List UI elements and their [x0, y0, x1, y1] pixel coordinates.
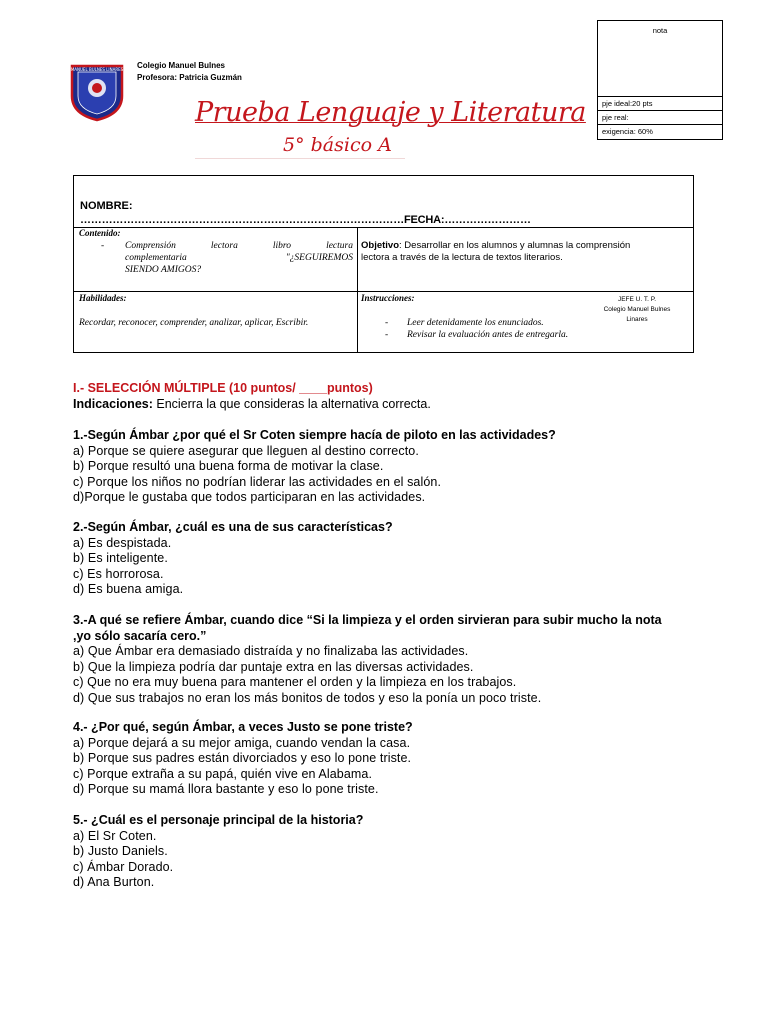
- option-a[interactable]: a) El Sr Coten.: [73, 828, 157, 843]
- question-3: [73, 613, 673, 706]
- question-text: 4.- ¿Por qué, según Ámbar, a veces Justo se pone triste?: [73, 720, 413, 734]
- jefe-line-2: Colegio Manuel Bulnes: [603, 306, 671, 313]
- table-divider: [357, 227, 358, 353]
- contenido-text-2: complementaria "¿SEGUIREMOS: [125, 253, 353, 263]
- question-text: 3.-A qué se refiere Ámbar, cuando dice “Si la limpieza y el orden sirvieran para subir mucho la nota ,yo sólo sacaría cero.”: [73, 613, 662, 643]
- question-5: [73, 813, 363, 891]
- score-nota-label: nota: [652, 26, 668, 35]
- contenido-text-3: SIENDO AMIGOS?: [125, 265, 202, 275]
- question-text: 5.- ¿Cuál es el personaje principal de la historia?: [73, 813, 364, 827]
- option-c[interactable]: c) Es horrorosa.: [73, 566, 164, 581]
- question-1: [73, 428, 556, 506]
- jefe-utp-stamp: [582, 295, 692, 325]
- question-4: [73, 720, 413, 798]
- score-box: [597, 20, 723, 140]
- option-a[interactable]: a) Que Ámbar era demasiado distraída y no finalizaba las actividades.: [73, 644, 469, 658]
- decorative-divider: [195, 158, 405, 159]
- option-b[interactable]: b) Porque sus padres están divorciados y eso lo pone triste.: [73, 751, 412, 765]
- indications-label: Indicaciones:: [73, 397, 153, 411]
- option-c[interactable]: c) Porque extraña a su papá, quién vive en Alabama.: [73, 766, 373, 781]
- option-d[interactable]: d) Porque su mamá llora bastante y eso lo pone triste.: [73, 782, 379, 796]
- section-title: I.- SELECCIÓN MÚLTIPLE (10 puntos/ ____puntos): [73, 381, 373, 395]
- school-crest-logo: [70, 62, 124, 122]
- section-indications: [73, 397, 431, 413]
- instruccion-2: Revisar la evaluación antes de entregarla.: [407, 330, 569, 340]
- option-d[interactable]: d) Que sus trabajos no eran los más bonitos de todos y eso la ponía un poco triste.: [73, 690, 542, 705]
- option-a[interactable]: a) Porque se quiere asegurar que lleguen al destino correcto.: [73, 443, 419, 458]
- option-b[interactable]: b) Porque resultó una buena forma de motivar la clase.: [73, 459, 384, 473]
- objetivo-label: Objetivo: [361, 240, 400, 251]
- option-d[interactable]: d) Ana Burton.: [73, 875, 155, 889]
- option-b[interactable]: b) Justo Daniels.: [73, 844, 168, 858]
- instrucciones-label: Instrucciones:: [361, 293, 415, 303]
- indications-text: Encierra la que consideras la alternativa correcta.: [152, 397, 431, 411]
- score-real: pje real:: [598, 110, 722, 124]
- option-d[interactable]: d)Porque le gustaba que todos participaran en las actividades.: [73, 490, 426, 504]
- logo-lettering: MANUEL BULNES LINARES: [70, 67, 124, 72]
- question-2: [73, 520, 393, 598]
- instruccion-bullet: -: [385, 330, 389, 340]
- contenido-text-1: Comprensión lectora libro lectura: [125, 241, 353, 251]
- score-ideal: pje ideal:20 pts: [598, 96, 722, 110]
- objetivo: [361, 240, 649, 264]
- objetivo-text: : Desarrollar en los alumnos y alumnas la comprensión lectora a través de la lectura de textos literarios.: [361, 240, 631, 263]
- instruccion-bullet: -: [385, 318, 389, 328]
- exam-subtitle: 5° básico A: [283, 134, 392, 156]
- option-c[interactable]: c) Porque los niños no podrían liderar las actividades en el salón.: [73, 474, 442, 489]
- contenido-bullet: -: [101, 241, 105, 251]
- question-text: 1.-Según Ámbar ¿por qué el Sr Coten siempre hacía de piloto en las actividades?: [73, 428, 556, 442]
- habilidades-text: Recordar, reconocer, comprender, analizar, aplicar, Escribir.: [79, 318, 309, 328]
- option-c[interactable]: c) Ámbar Dorado.: [73, 859, 174, 874]
- table-divider: [73, 291, 694, 292]
- score-exigencia: exigencia: 60%: [598, 124, 722, 138]
- option-b[interactable]: b) Que la limpieza podría dar puntaje extra en las diversas actividades.: [73, 659, 474, 674]
- option-a[interactable]: a) Porque dejará a su mejor amiga, cuando vendan la casa.: [73, 735, 411, 750]
- option-a[interactable]: a) Es despistada.: [73, 535, 172, 550]
- habilidades-label: Habilidades:: [79, 293, 127, 303]
- option-b[interactable]: b) Es inteligente.: [73, 551, 168, 565]
- exam-title: Prueba Lenguaje y Literatura: [195, 97, 586, 128]
- question-text: 2.-Según Ámbar, ¿cuál es una de sus características?: [73, 520, 393, 534]
- option-c[interactable]: c) Que no era muy buena para mantener el orden y la limpieza en los trabajos.: [73, 675, 517, 689]
- instruccion-1: Leer detenidamente los enunciados.: [407, 318, 544, 328]
- teacher-name: Profesora: Patricia Guzmán: [137, 73, 242, 82]
- name-label: NOMBRE:: [80, 200, 133, 212]
- jefe-line-3: Linares: [626, 316, 648, 323]
- contenido-label: Contenido:: [79, 228, 121, 238]
- table-divider: [73, 227, 694, 228]
- option-d[interactable]: d) Es buena amiga.: [73, 582, 184, 596]
- school-name: Colegio Manuel Bulnes: [137, 61, 226, 70]
- school-info: [137, 60, 242, 84]
- jefe-line-1: JEFE U. T. P.: [617, 296, 657, 303]
- name-date-line: ………………………………………………………………………………FECHA:……………………: [80, 214, 531, 226]
